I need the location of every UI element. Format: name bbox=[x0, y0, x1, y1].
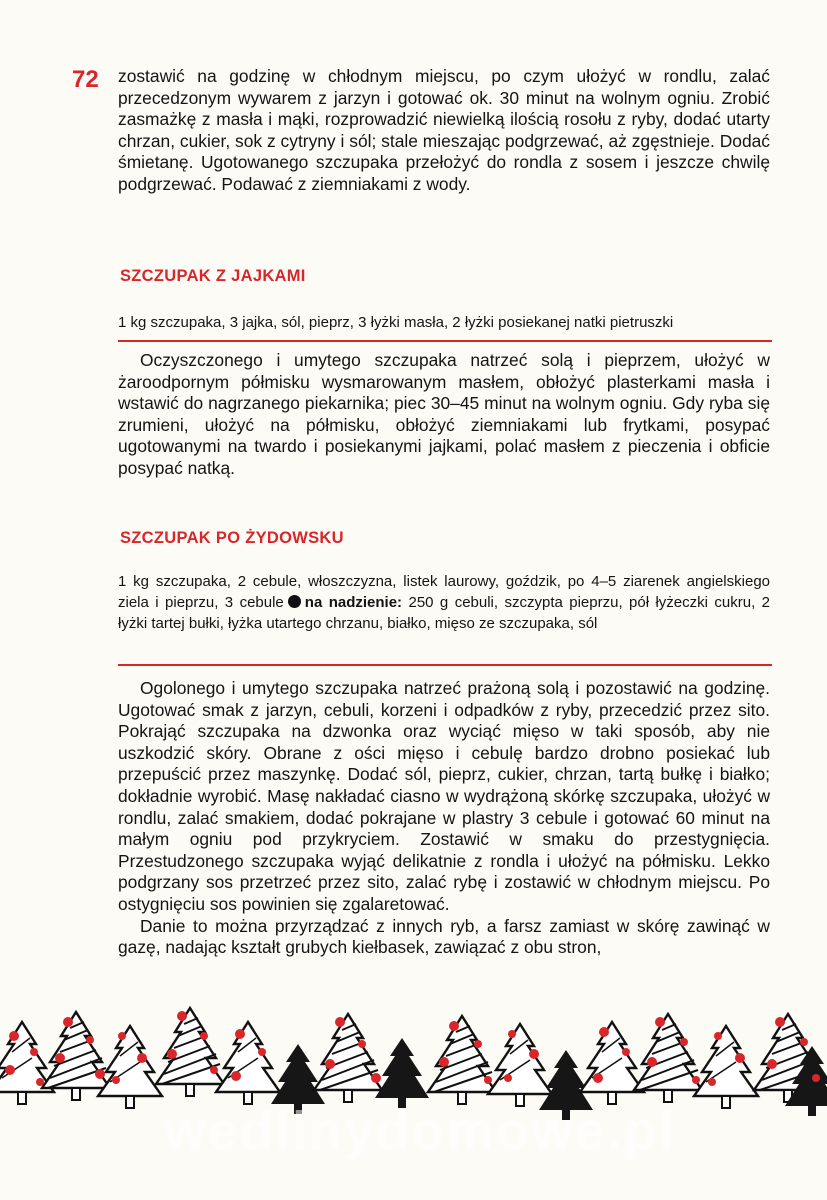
recipe2-ingredients-stuffing: 250 g cebuli, szczypta pieprzu, pół łyżeczki cukru, 2 łyżki tartej bułki, łyżka utartego chrzanu, białko, mięso ze szczupaka, sól bbox=[118, 594, 771, 632]
recipe1-ingredients: 1 kg szczupaka, 3 jajka, sól, pieprz, 3 łyżki masła, 2 łyżki posiekanej natki pietruszki bbox=[118, 314, 674, 331]
recipe1-instructions: Oczyszczonego i umytego szczupaka natrzeć solą i pieprzem, ułożyć w żaroodpornym półmisku wysmarowanym masłem, obłożyć plasterkami masła i wstawić do nagrzanego piekarnika; piec 30–45 minut na wolnym ogniu. Gdy ryba się zrumieni, ułożyć na półmisku, obłożyć ziemniakami lub frytkami, posypać ugotowanymi na twardo i posiekanymi jajkami, polać masłem z pieczenia i obficie posypać natką. bbox=[118, 350, 770, 478]
intro-paragraph: zostawić na godzinę w chłodnym miejscu, po czym ułożyć w rondlu, zalać przecedzonym wywarem z jarzyn i gotować ok. 30 minut na wolnym ogniu. Zrobić zasmażkę z masła i mąki, rozprowadzić niewielką ilością rosołu z ryby, dodać utarty chrzan, cukier, sok z cytryny i sól; stale mieszając podgrzewać, aż zgęstnieje. Dodać śmietanę. Ugotowanego szczupaka przełożyć do rondla z sosem i jeszcze chwilę podgrzewać. Podawać z ziemniakami z wody. bbox=[118, 66, 770, 194]
recipe2-instructions-section bbox=[118, 678, 770, 959]
bullet-icon bbox=[288, 595, 301, 608]
intro-section bbox=[118, 66, 770, 196]
recipe2-note: Danie to można przyrządzać z innych ryb, a farsz zamiast w skórę zawinąć w gazę, nadając kształt grubych kiełbasek, zawiązać z obu stron, bbox=[118, 915, 770, 958]
recipe2-title: SZCZUPAK PO ŻYDOWSKU bbox=[120, 529, 344, 547]
recipe2-instructions: Ogolonego i umytego szczupaka natrzeć prażoną solą i pozostawić na godzinę. Ugotować smak z jarzyn, cebuli, korzeni i odpadków z ryby, przecedzić przez sito. Pokrająć szczupaka na dzwonka oraz wyciąć mięso w taki sposób, aby nie uszkodzić skóry. Obrane z ości mięso i cebulę bardzo drobno posiekać lub przepuścić przez maszynkę. Dodać sól, pieprz, cukier, chrzan, tartą bułkę i białko; dokładnie wyrobić. Masę nakładać ciasno w wydrążoną skórkę szczupaka, ułożyć w rondlu, zalać smakiem, dodać pokrajane w plastry 3 cebule i gotować 60 minut na małym ogniu pod przykryciem. Zostawić w smaku do przestygnięcia. Przestudzonego szczupaka wyjąć delikatnie z rondla i ułożyć na półmisku. Lekko podgrzany sos przetrzeć przez sito, zalać rybę i zostawić w chłodnym miejscu. Po ostygnięciu sos powinien się zgalaretować. bbox=[118, 678, 770, 914]
recipe1-title: SZCZUPAK Z JAJKAMI bbox=[120, 267, 306, 285]
recipe2-ingredients-main: 1 kg szczupaka, 2 cebule, włoszczyzna, listek laurowy, goździk, po 4–5 ziarenek angielskiego ziela i pieprzu, 3 cebule bbox=[118, 573, 770, 611]
recipe1-instructions-section bbox=[118, 350, 770, 480]
recipe1-divider bbox=[118, 340, 772, 342]
watermark: wedlinydomowe.pl bbox=[163, 1101, 677, 1161]
recipe2-divider bbox=[118, 664, 772, 666]
stuffing-label: na nadzienie: bbox=[304, 594, 403, 611]
recipe2-ingredients bbox=[118, 571, 770, 634]
page-number: 72 bbox=[72, 66, 99, 93]
